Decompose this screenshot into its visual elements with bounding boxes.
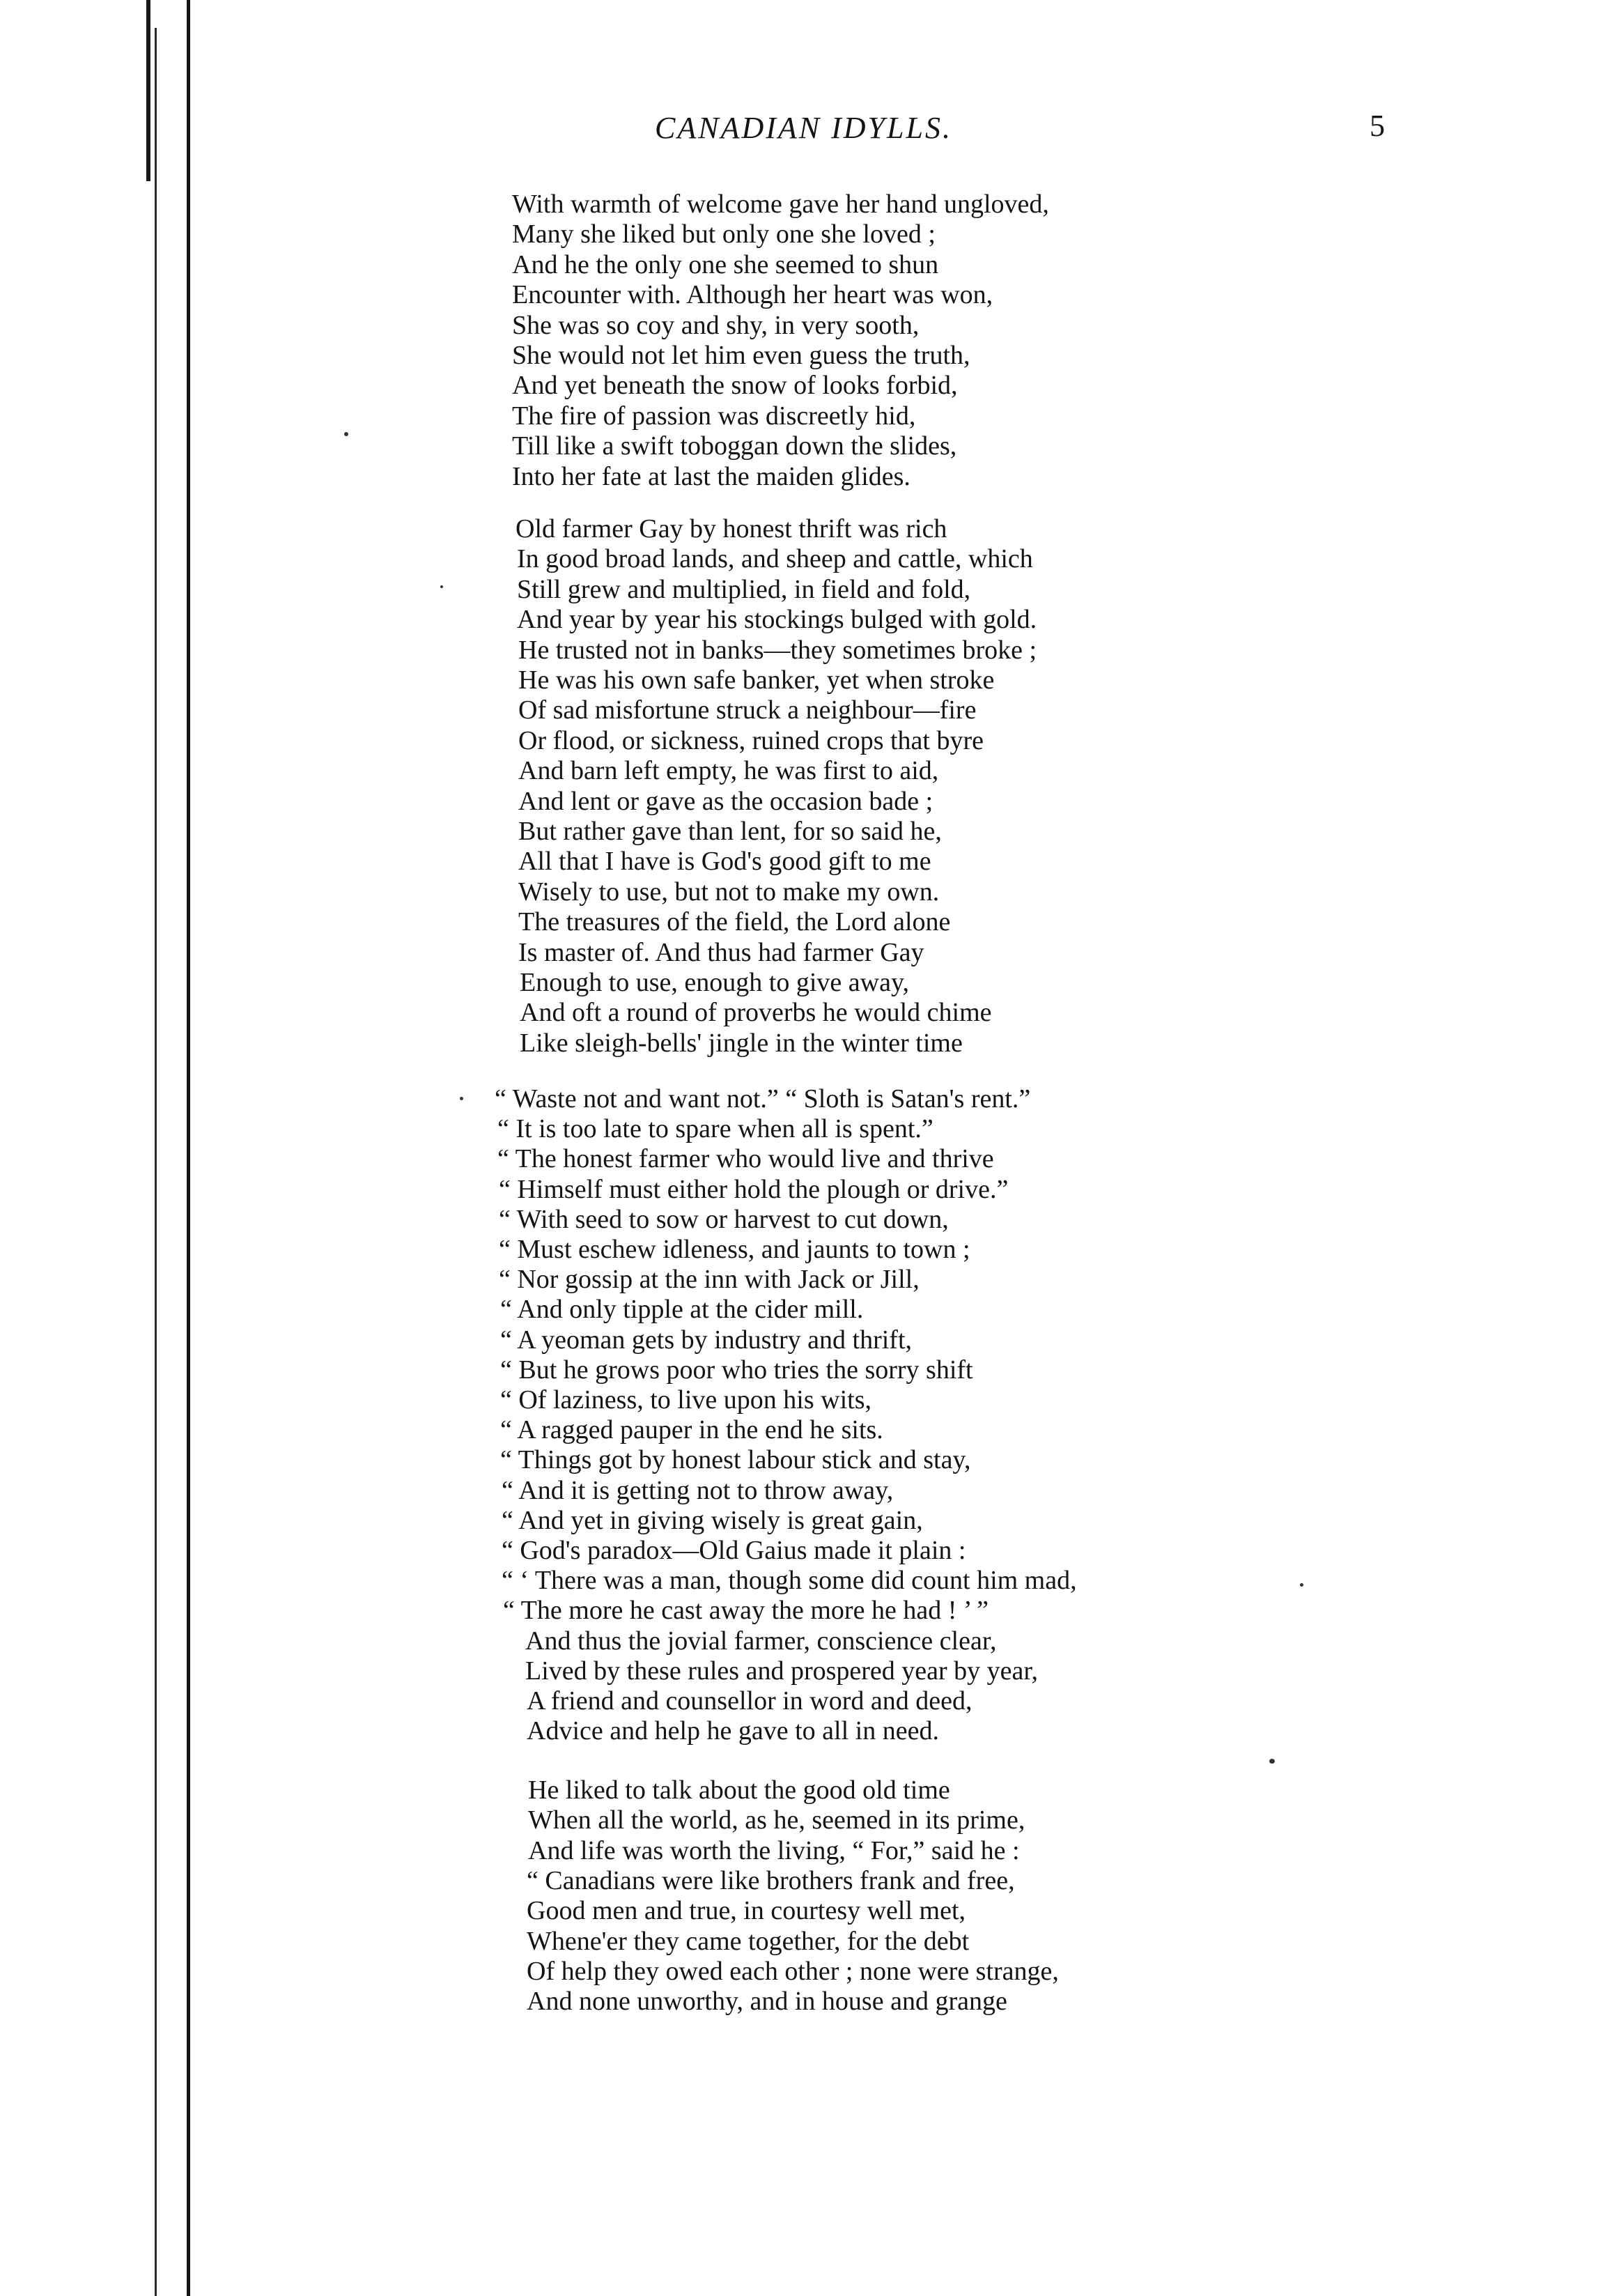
- verse-line: Till like a swift toboggan down the slides,: [512, 431, 957, 461]
- verse-line: She would not let him even guess the truth,: [512, 341, 970, 370]
- verse-line: “ But he grows poor who tries the sorry shift: [500, 1355, 973, 1385]
- running-title: CANADIAN IDYLLS.: [655, 111, 952, 145]
- verse-line: “ And it is getting not to throw away,: [502, 1475, 894, 1505]
- verse-line: And lent or gave as the occasion bade ;: [518, 786, 933, 816]
- verse-line: Old farmer Gay by honest thrift was rich: [516, 514, 947, 544]
- verse-line: “ A yeoman gets by industry and thrift,: [500, 1325, 913, 1355]
- binding-edge-inner: [155, 28, 157, 2296]
- verse-line: She was so coy and shy, in very sooth,: [512, 310, 920, 340]
- verse-line: And life was worth the living, “ For,” said he :: [528, 1835, 1020, 1865]
- verse-line: He trusted not in banks—they sometimes broke ;: [518, 635, 1037, 665]
- verse-line: “ The honest farmer who would live and thrive: [497, 1144, 994, 1174]
- verse-line: And yet beneath the snow of looks forbid,: [512, 371, 958, 401]
- verse-line: Of sad misfortune struck a neighbour—fire: [518, 695, 977, 725]
- verse-line: Of help they owed each other ; none were strange,: [527, 1956, 1059, 1986]
- verse-line: He liked to talk about the good old time: [528, 1775, 950, 1805]
- verse-line: “ The more he cast away the more he had ! ’ ”: [503, 1596, 989, 1626]
- verse-line: All that I have is God's good gift to me: [518, 847, 931, 877]
- page-number: 5: [1370, 109, 1385, 143]
- verse-line: “ It is too late to spare when all is spent.”: [497, 1114, 933, 1144]
- ink-speck: [344, 432, 348, 436]
- verse-line: And barn left empty, he was first to aid,: [518, 756, 939, 786]
- verse-line: And year by year his stockings bulged with gold.: [517, 605, 1037, 635]
- verse-line: Still grew and multiplied, in field and fold,: [517, 574, 971, 604]
- verse-line: “ And yet in giving wisely is great gain,: [502, 1505, 923, 1535]
- verse-line: A friend and counsellor in word and deed,: [527, 1686, 972, 1716]
- verse-line: And oft a round of proverbs he would chime: [520, 998, 992, 1028]
- verse-line: Like sleigh-bells' jingle in the winter time: [520, 1028, 963, 1058]
- verse-line: Encounter with. Although her heart was won,: [512, 280, 993, 310]
- verse-line: “ ‘ There was a man, though some did count him mad,: [502, 1566, 1077, 1596]
- verse-line: “ Canadians were like brothers frank and free,: [527, 1865, 1015, 1895]
- verse-line: Lived by these rules and prospered year by year,: [525, 1656, 1039, 1686]
- verse-line: Advice and help he gave to all in need.: [527, 1716, 939, 1746]
- verse-line: “ Waste not and want not.” “ Sloth is Satan's rent.”: [495, 1084, 1031, 1114]
- verse-line: “ With seed to sow or harvest to cut down,: [499, 1204, 949, 1234]
- verse-line: And thus the jovial farmer, conscience clear,: [525, 1626, 997, 1656]
- binding-edge: [187, 0, 190, 2296]
- verse-line: “ Himself must either hold the plough or drive.”: [499, 1174, 1009, 1204]
- verse-line: But rather gave than lent, for so said he,: [518, 817, 942, 846]
- verse-line: Or flood, or sickness, ruined crops that byre: [518, 725, 984, 755]
- verse-line: “ Must eschew idleness, and jaunts to town ;: [499, 1235, 970, 1264]
- verse-line: Many she liked but only one she loved ;: [512, 219, 936, 249]
- ink-speck: [440, 585, 443, 588]
- verse-line: When all the world, as he, seemed in its prime,: [528, 1805, 1025, 1835]
- verse-line: With warmth of welcome gave her hand ungloved,: [512, 190, 1049, 219]
- verse-line: “ Of laziness, to live upon his wits,: [500, 1385, 871, 1415]
- scan-margin: [0, 0, 149, 2296]
- verse-line: Whene'er they came together, for the debt: [527, 1926, 970, 1956]
- verse-line: “ A ragged pauper in the end he sits.: [500, 1415, 883, 1445]
- ink-speck: [460, 1097, 463, 1100]
- verse-line: Into her fate at last the maiden glides.: [512, 461, 910, 491]
- verse-line: Wisely to use, but not to make my own.: [518, 877, 940, 907]
- verse-line: In good broad lands, and sheep and cattle, which: [517, 544, 1033, 574]
- verse-line: Enough to use, enough to give away,: [520, 968, 909, 997]
- verse-line: “ Nor gossip at the inn with Jack or Jill,: [499, 1265, 920, 1295]
- verse-line: The treasures of the field, the Lord alone: [518, 907, 951, 937]
- verse-line: And none unworthy, and in house and grange: [527, 1987, 1007, 2017]
- ink-speck: [1300, 1583, 1303, 1587]
- verse-line: He was his own safe banker, yet when stroke: [518, 665, 995, 695]
- verse-line: Is master of. And thus had farmer Gay: [518, 937, 924, 967]
- verse-line: And he the only one she seemed to shun: [512, 249, 939, 279]
- ink-speck: [1269, 1759, 1275, 1764]
- verse-line: “ Things got by honest labour stick and stay,: [500, 1445, 971, 1475]
- verse-line: Good men and true, in courtesy well met,: [527, 1896, 966, 1926]
- verse-line: The fire of passion was discreetly hid,: [512, 401, 916, 431]
- verse-line: “ And only tipple at the cider mill.: [500, 1295, 864, 1325]
- binding-edge-top: [146, 0, 150, 181]
- verse-line: “ God's paradox—Old Gaius made it plain :: [502, 1536, 966, 1565]
